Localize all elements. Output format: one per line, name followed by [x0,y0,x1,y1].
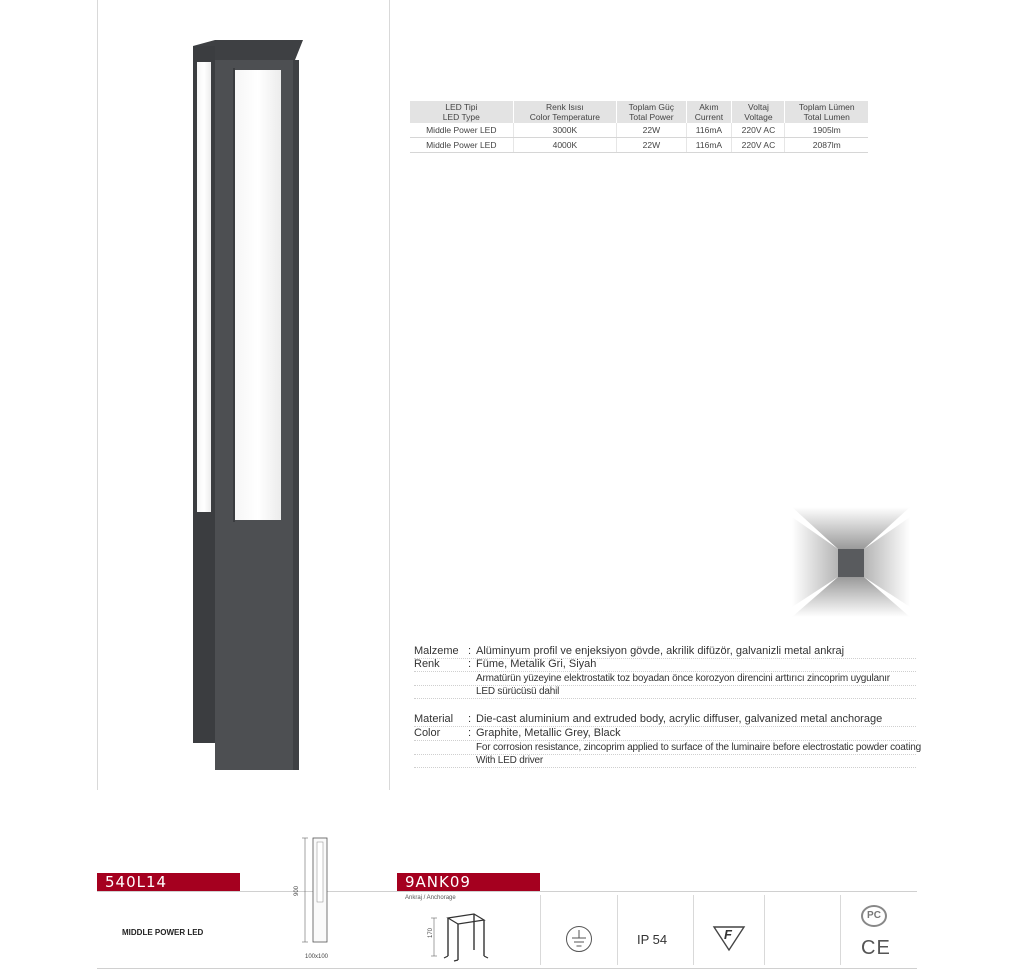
anchorage-label: Ankraj / Anchorage [405,895,456,901]
header-total-lumen: Toplam Lümen Total Lumen [785,101,868,123]
bottom-rule [97,891,917,892]
dimension-height: 900 [294,885,301,897]
table-cell: 220V AC [732,138,785,153]
ground-protection-icon [564,924,594,954]
ce-mark-icon: CE [861,937,891,959]
left-divider [97,0,98,790]
f-mark-letter: F [724,927,732,942]
product-code-bar: 540L14 [97,873,240,891]
ip-rating: IP 54 [637,932,668,947]
table-cell: Middle Power LED [410,123,513,138]
pct-mark-icon [861,905,887,927]
table-row [410,123,868,138]
table-cell: 3000K [513,123,617,138]
header-voltage: Voltaj Voltage [732,101,785,123]
table-cell: 116mA [686,123,732,138]
desc-en-coating: For corrosion resistance, zincoprim applied to surface of the luminaire before electrostatic powder coating [414,741,916,755]
table-cell: 22W [617,138,686,153]
product-type-label: MIDDLE POWER LED [122,928,204,937]
dimension-base: 100x100 [305,954,329,960]
anchorage-code-bar: 9ANK09 [397,873,540,891]
desc-en-driver: With LED driver [414,754,916,768]
desc-tr-driver: LED sürücüsü dahil [414,685,916,699]
table-cell: Middle Power LED [410,138,513,153]
desc-tr-material: Malzeme : Alüminyum profil ve enjeksiyon gövde, akrilik difüzör, galvanizli metal ankraj [414,645,916,659]
cell-divider [540,895,541,965]
header-led-type: LED Tipi LED Type [410,101,513,123]
desc-en-material: Material : Die-cast aluminium and extruded body, acrylic diffuser, galvanized metal anchorage [414,713,916,727]
bollard-product-image [185,38,303,770]
cell-divider [693,895,694,965]
table-cell: 220V AC [732,123,785,138]
cell-divider [764,895,765,965]
header-total-power: Toplam Güç Total Power [617,101,686,123]
product-dimension-drawing [298,832,338,954]
desc-tr-coating: Armatürün yüzeyine elektrostatik toz boyadan önce korozyon direncini arttırıcı zincoprim uygulanır [414,672,916,686]
table-row [410,138,868,153]
header-color-temperature: Renk Isısı Color Temperature [513,101,617,123]
anchorage-dimension: 170 [428,927,435,939]
table-cell: 4000K [513,138,617,153]
cell-divider [617,895,618,965]
cell-divider [840,895,841,965]
bottom-base-rule [97,968,917,969]
light-distribution-icon [792,507,910,617]
anchorage-drawing [428,910,498,962]
header-current: Akım Current [686,101,732,123]
table-cell: 22W [617,123,686,138]
table-cell: 2087lm [785,138,868,153]
spec-table-header-row [410,101,868,123]
table-cell: 1905lm [785,123,868,138]
desc-tr-color: Renk : Füme, Metalik Gri, Siyah [414,658,916,672]
spec-table [410,101,868,153]
pct-mark-text: PC [867,910,881,921]
desc-en-color: Color : Graphite, Metallic Grey, Black [414,727,916,741]
center-divider [389,0,390,790]
table-cell: 116mA [686,138,732,153]
